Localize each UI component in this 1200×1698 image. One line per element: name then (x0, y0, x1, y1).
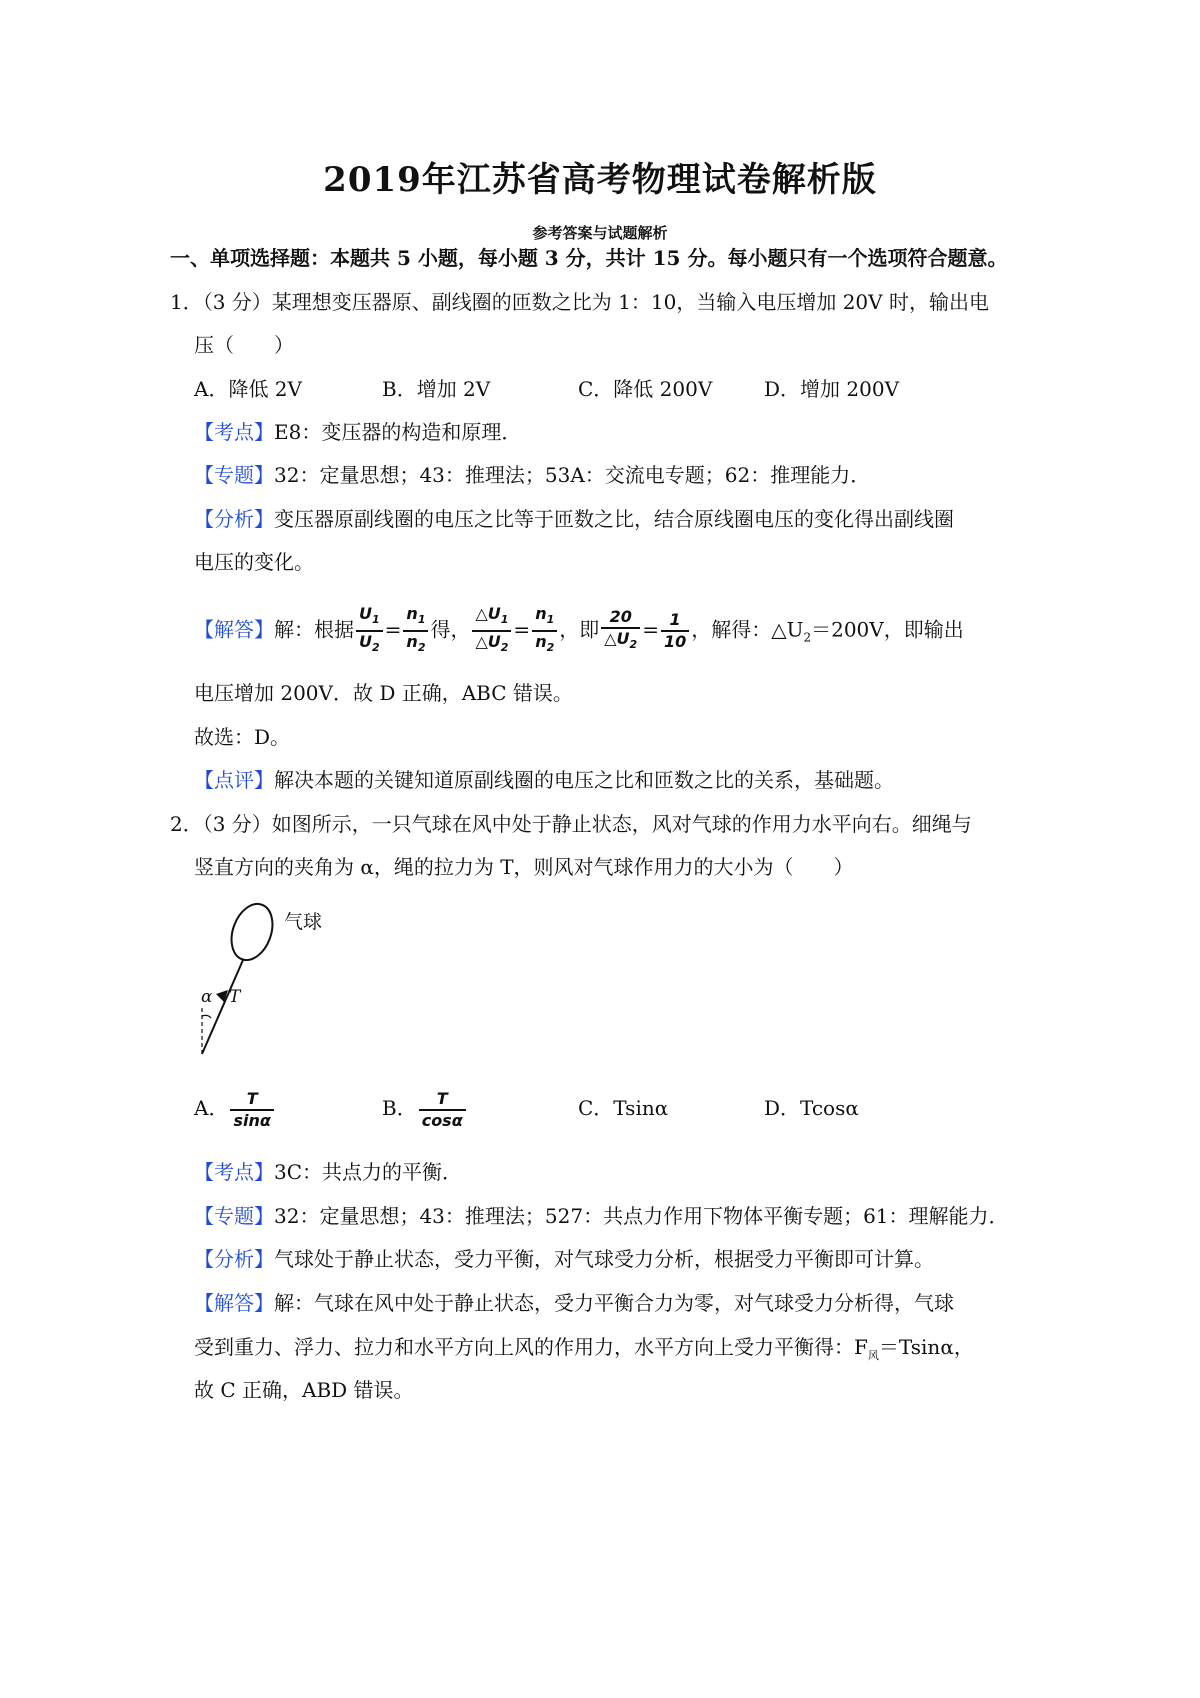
q2-option-a (194, 1082, 276, 1134)
q1-stem-line1: 1．（3 分）某理想变压器原、副线圈的匝数之比为 1：10，当输入电压增加 20V 时，输出电 (170, 290, 989, 314)
q2-stem-line1: 2．（3 分）如图所示，一只气球在风中处于静止状态，风对气球的作用力水平向右。细绳与 (170, 812, 972, 836)
q1-guxuan: 故选：D。 (194, 725, 291, 749)
frac3-den: △U (475, 632, 501, 652)
q2-zhuanti-text: 32：定量思想；43：推理法；527：共点力作用下物体平衡专题；61：理解能力． (274, 1204, 1009, 1228)
q1-dianping (194, 767, 894, 793)
formula-t-cos (419, 1089, 466, 1131)
formula-n1-n2-b (532, 604, 557, 658)
eq-sign: = (384, 617, 402, 642)
eq-sign: = (513, 617, 531, 642)
frac5-den-sub: 2 (629, 638, 638, 652)
q2-option-c: C．Tsinα (578, 1096, 669, 1120)
alpha-label: α (201, 987, 213, 1007)
formula-n1-n2 (403, 604, 428, 658)
frac2-den-sub: 2 (417, 641, 426, 655)
formula-t-sin (230, 1089, 273, 1131)
q1-jieda (194, 604, 964, 661)
q2-option-b-num: T (419, 1089, 466, 1111)
q2-option-a-den: sinα (233, 1110, 271, 1130)
eq-sign: = (642, 617, 659, 642)
frac3-den-sub: 2 (500, 641, 509, 655)
q1-zhuanti (194, 462, 870, 488)
frac1-num: U (359, 604, 372, 623)
frac1-den-sub: 2 (372, 641, 380, 655)
q1-option-b: B．增加 2V (382, 377, 491, 401)
q1-zhuanti-tag: 【专题】 (194, 463, 274, 487)
formula-1-10 (661, 610, 689, 652)
string-line (202, 960, 243, 1054)
q2-kaodian (194, 1159, 462, 1185)
section-heading: 一、单项选择题：本题共 5 小题，每小题 3 分，共计 15 分。每小题只有一个选项符合题意。 (170, 246, 1008, 270)
q1-jieda-sub: 2 (803, 630, 812, 645)
page-subtitle: 参考答案与试题解析 (532, 224, 668, 242)
frac6-den: 10 (663, 632, 687, 652)
frac3-num-sub: 1 (500, 613, 509, 627)
balloon-diagram (200, 902, 360, 1062)
q1-kaodian-text: E8：变压器的构造和原理． (274, 420, 522, 444)
q1-option-d: D．增加 200V (764, 377, 900, 401)
q1-jieda-p1: 解：根据 (274, 617, 354, 642)
frac4-den-sub: 2 (546, 641, 555, 655)
q2-jieda (194, 1290, 954, 1316)
frac5-num: 20 (609, 607, 632, 627)
formula-du1-du2 (472, 604, 511, 658)
q1-jieda-p2: 得， (430, 617, 471, 642)
q2-jieda-line2-a: 受到重力、浮力、拉力和水平方向上风的作用力，水平方向上受力平衡得：F (194, 1335, 868, 1359)
frac2-num-sub: 1 (417, 613, 426, 627)
frac4-num: n (535, 604, 547, 623)
page-title: 2019年江苏省高考物理试卷解析版 (323, 160, 877, 200)
frac4-num-sub: 1 (546, 613, 555, 627)
frac4-den: n (535, 632, 547, 652)
q2-jieda-tag: 【解答】 (194, 1291, 274, 1315)
q2-jieda-line2 (194, 1334, 974, 1369)
formula-20-du2 (601, 607, 640, 655)
q1-fenxi-line2: 电压的变化。 (194, 550, 314, 574)
q2-stem-line2: 竖直方向的夹角为 α，绳的拉力为 T，则风对气球作用力的大小为（ ） (194, 855, 854, 879)
frac2-num: n (406, 604, 418, 623)
frac3-num: △U (475, 604, 501, 623)
q1-jieda-p5: ＝200V，即输出 (811, 617, 964, 642)
q1-jieda-tag: 【解答】 (194, 617, 274, 642)
q2-option-a-prefix: A． (194, 1096, 229, 1120)
q2-jieda-text1: 解：气球在风中处于静止状态，受力平衡合力为零，对气球受力分析得，气球 (274, 1291, 954, 1315)
balloon-label: 气球 (284, 911, 323, 933)
q2-option-a-num: T (230, 1089, 273, 1111)
q1-dianping-text: 解决本题的关键知道原副线圈的电压之比和匝数之比的关系，基础题。 (274, 768, 894, 792)
balloon-shape (224, 902, 280, 966)
q1-kaodian-tag: 【考点】 (194, 420, 274, 444)
q2-fenxi-tag: 【分析】 (194, 1247, 274, 1271)
q2-option-b-den: cosα (421, 1110, 463, 1130)
q2-zhuanti-tag: 【专题】 (194, 1204, 274, 1228)
q1-zhuanti-text: 32：定量思想；43：推理法；53A：交流电专题；62：推理能力． (274, 463, 871, 487)
tension-label: T (229, 987, 241, 1007)
q1-option-c: C．降低 200V (578, 377, 713, 401)
frac1-num-sub: 1 (372, 613, 380, 627)
q2-fenxi-text: 气球处于静止状态，受力平衡，对气球受力分析，根据受力平衡即可计算。 (274, 1247, 934, 1271)
frac5-den: △U (604, 629, 630, 649)
q1-stem-line2: 压（ ） (194, 333, 294, 357)
formula-u1-u2 (356, 604, 383, 658)
q2-option-b-prefix: B． (382, 1096, 417, 1120)
frac2-den: n (406, 632, 418, 652)
frac1-den: U (359, 632, 372, 652)
q2-zhuanti (194, 1203, 1009, 1229)
q2-jieda-line2-sub: 风 (867, 1349, 879, 1362)
q1-fenxi-text1: 变压器原副线圈的电压之比等于匝数之比，结合原线圈电压的变化得出副线圈 (274, 507, 954, 531)
q2-kaodian-tag: 【考点】 (194, 1160, 274, 1184)
q1-fenxi-tag: 【分析】 (194, 507, 274, 531)
balloon-figure (200, 902, 360, 1062)
frac6-num: 1 (669, 610, 681, 630)
q1-jieda-line2: 电压增加 200V．故 D 正确，ABC 错误。 (194, 681, 573, 705)
q1-kaodian (194, 419, 521, 445)
q2-jieda-line3: 故 C 正确，ABD 错误。 (194, 1378, 414, 1402)
q2-option-d: D．Tcosα (764, 1096, 859, 1120)
q2-jieda-line2-b: ＝Tsinα， (878, 1335, 974, 1359)
q1-jieda-p3: ，即 (559, 617, 600, 642)
q1-option-a: A．降低 2V (194, 377, 302, 401)
q1-jieda-p4: ，解得：△U (691, 617, 804, 642)
q1-dianping-tag: 【点评】 (194, 768, 274, 792)
q2-kaodian-text: 3C：共点力的平衡． (274, 1160, 463, 1184)
angle-arc (202, 1015, 211, 1018)
q2-option-b (382, 1082, 468, 1134)
q2-fenxi (194, 1246, 934, 1272)
q1-fenxi (194, 506, 954, 532)
